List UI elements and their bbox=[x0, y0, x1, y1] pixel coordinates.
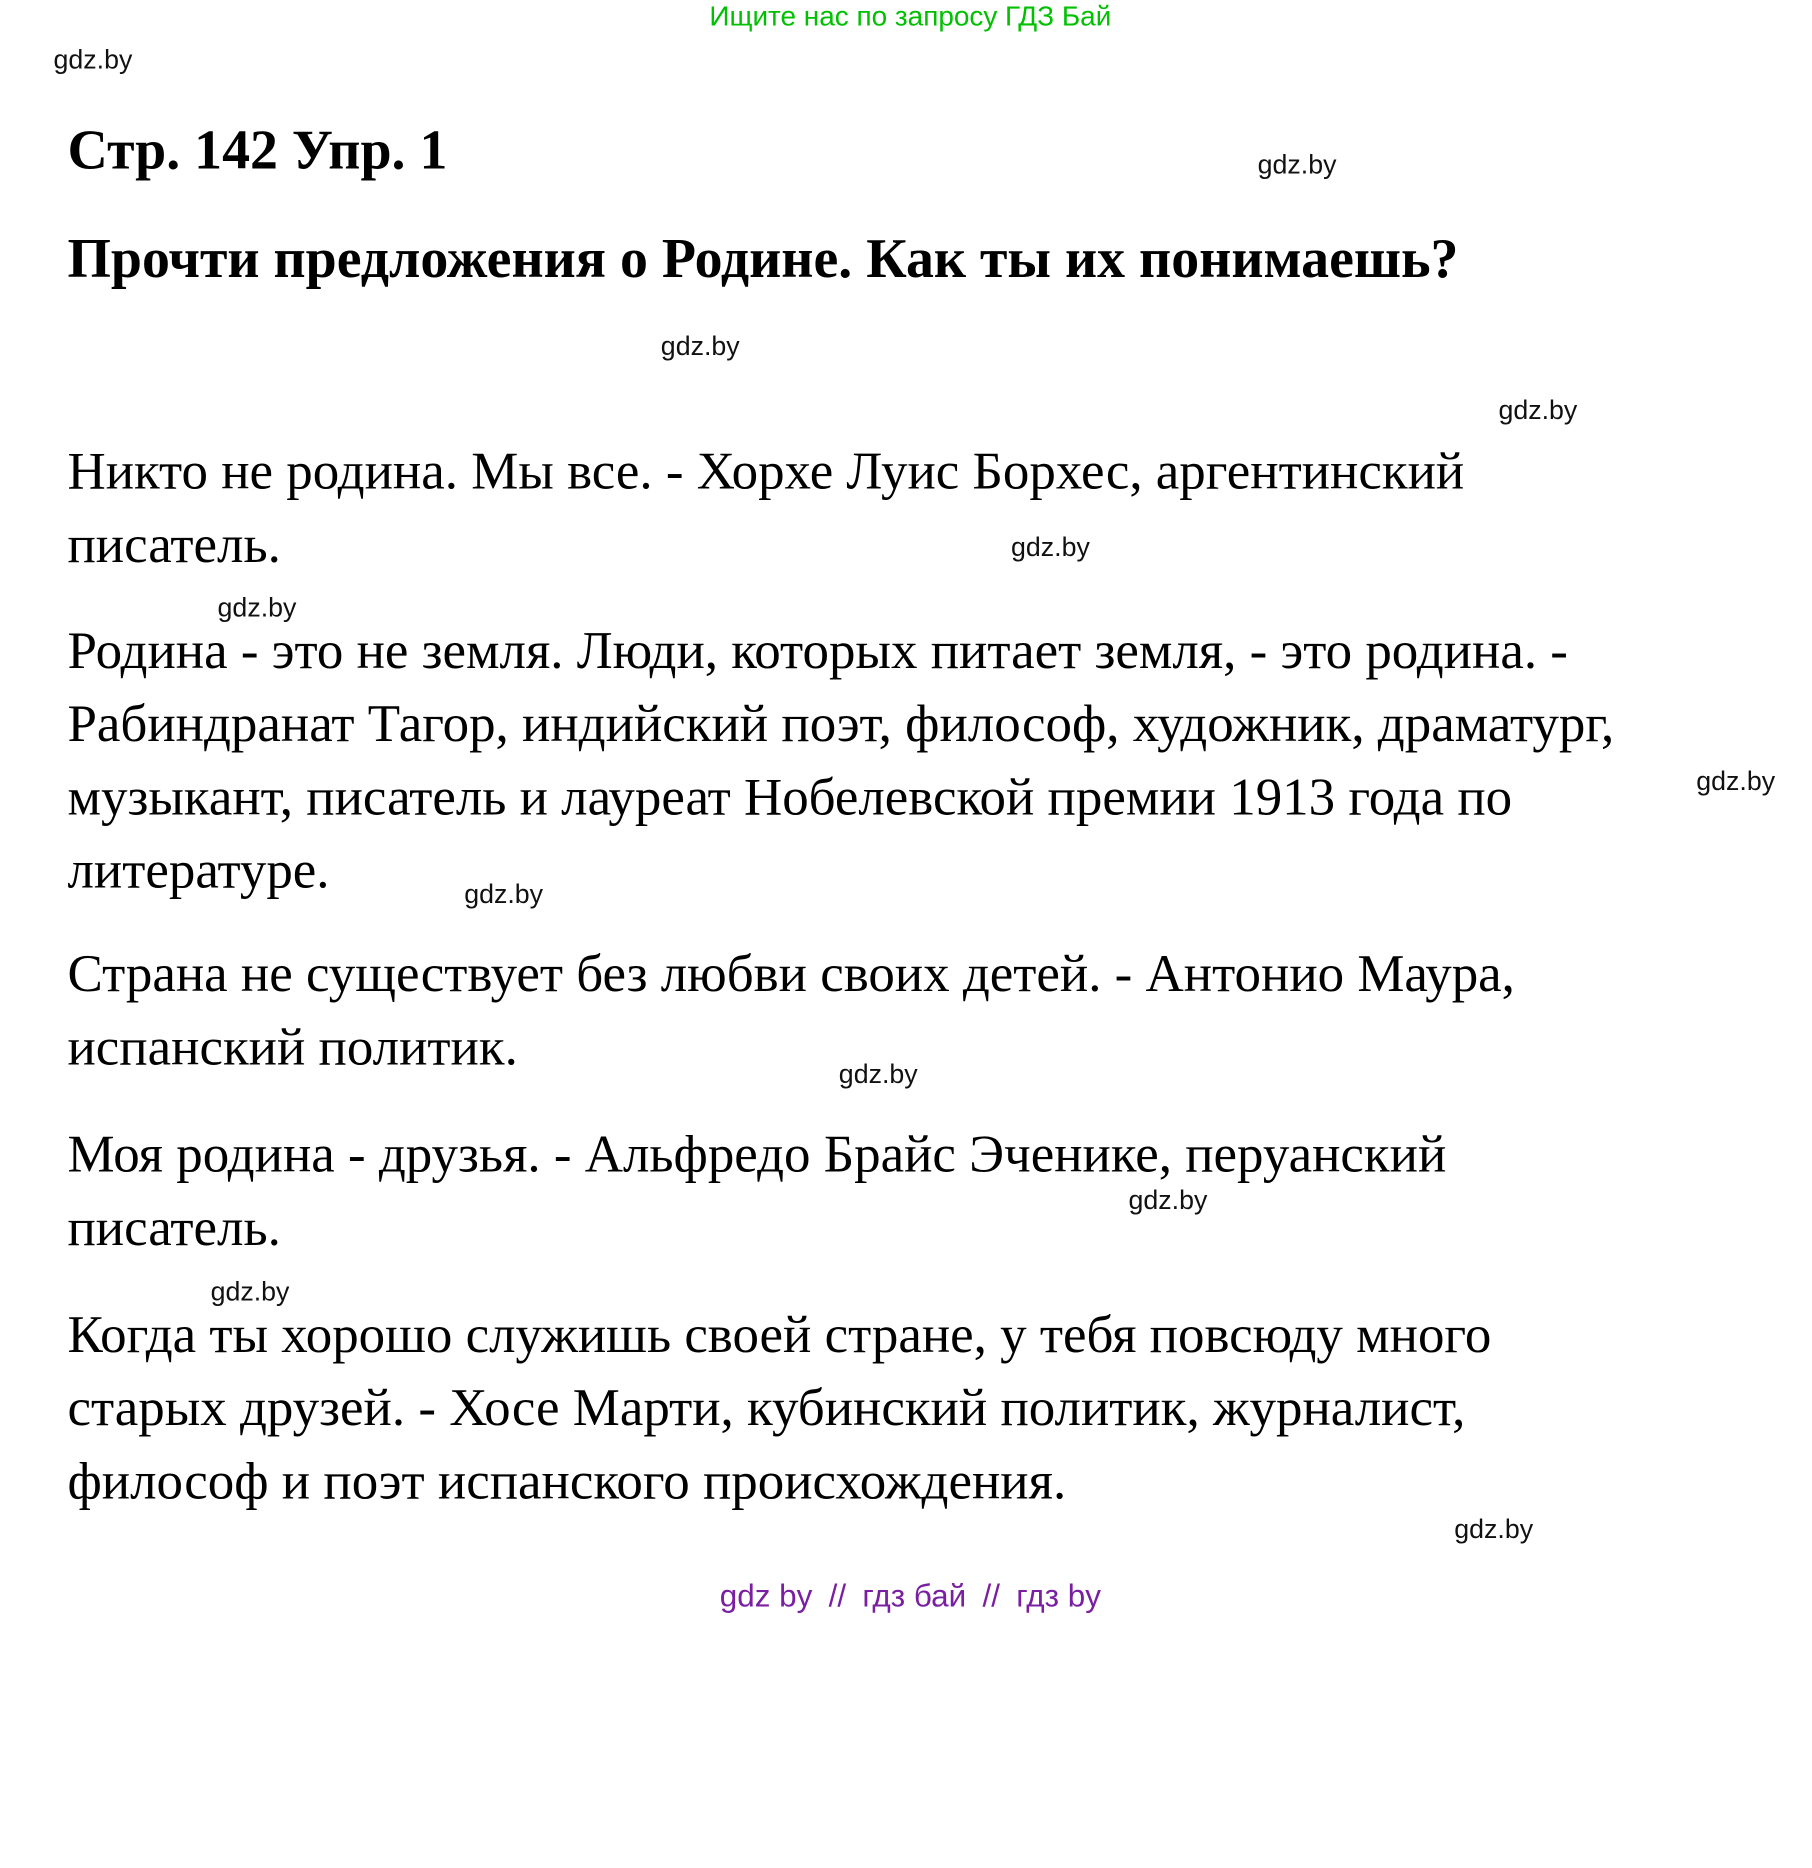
footer-links bbox=[0, 1576, 1812, 1616]
watermark: gdz.by bbox=[210, 1276, 290, 1307]
watermark: gdz.by bbox=[464, 878, 544, 909]
quote-line: литературе. bbox=[67, 839, 330, 900]
watermark: gdz.by bbox=[1128, 1184, 1208, 1215]
quote-line: Моя родина - друзья. - Альфредо Брайс Эченике, перуанский bbox=[67, 1123, 1447, 1184]
page-reference-title: Стр. 142 Упр. 1 bbox=[67, 119, 448, 182]
quote-line: музыкант, писатель и лауреат Нобелевской премии 1913 года по bbox=[67, 766, 1513, 827]
watermark: gdz.by bbox=[1010, 531, 1090, 562]
footer-separator: // bbox=[982, 1578, 1000, 1614]
watermark: gdz.by bbox=[838, 1058, 918, 1089]
footer-link[interactable]: гдз by bbox=[1016, 1578, 1101, 1614]
quote-line: писатель. bbox=[67, 514, 281, 574]
quote-line: философ и поэт испанского происхождения. bbox=[67, 1450, 1067, 1511]
footer-separator: // bbox=[828, 1578, 847, 1614]
quote-line: Родина - это не земля. Люди, которых питает земля, - это родина. - bbox=[67, 620, 1568, 680]
watermark: gdz.by bbox=[660, 330, 740, 361]
watermark: gdz.by bbox=[1257, 148, 1337, 180]
quote-line: испанский политик. bbox=[67, 1016, 518, 1077]
quote-line: старых друзей. - Хосе Марти, кубинский политик, журналист, bbox=[67, 1377, 1466, 1437]
quote-line: Когда ты хорошо служишь своей стране, у тебя повсюду много bbox=[67, 1304, 1492, 1364]
quote-line: Рабиндранат Тагор, индийский поэт, философ, художник, драматург, bbox=[67, 693, 1615, 753]
quote-line: Страна не существует без любви своих детей. - Антонио Маура, bbox=[67, 943, 1515, 1003]
quote-line: писатель. bbox=[67, 1197, 281, 1257]
task-instruction: Прочти предложения о Родине. Как ты их понимаешь? bbox=[67, 228, 1459, 290]
quote-maura bbox=[67, 937, 1514, 1084]
search-hint-banner: Ищите нас по запросу ГДЗ Бай bbox=[709, 1, 1112, 33]
quote-borges bbox=[67, 434, 1464, 581]
footer-link[interactable]: гдз бай bbox=[862, 1578, 967, 1614]
watermark: gdz.by bbox=[1454, 1513, 1534, 1544]
watermark: gdz.by bbox=[1498, 394, 1578, 425]
footer-link[interactable]: gdz by bbox=[719, 1578, 813, 1614]
quote-bryce-echenique bbox=[67, 1117, 1446, 1264]
watermark: gdz.by bbox=[217, 592, 297, 623]
quote-marti bbox=[67, 1297, 1491, 1517]
watermark: gdz.by bbox=[53, 44, 133, 75]
quote-tagore bbox=[67, 613, 1614, 906]
quote-line: Никто не родина. Мы все. - Хорхе Луис Борхес, аргентинский bbox=[67, 440, 1465, 501]
watermark: gdz.by bbox=[1696, 765, 1776, 796]
